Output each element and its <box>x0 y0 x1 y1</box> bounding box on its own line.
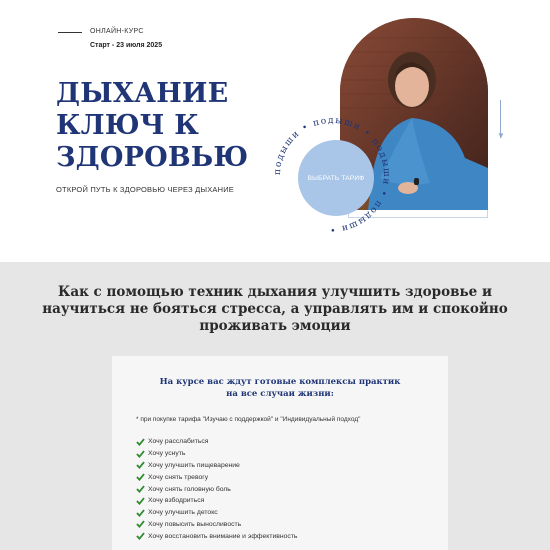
list-item-label: Хочу снять тревогу <box>148 473 209 481</box>
check-icon <box>136 520 145 528</box>
hero-subtitle: ОТКРОЙ ПУТЬ К ЗДОРОВЬЮ ЧЕРЕЗ ДЫХАНИЕ <box>56 185 235 194</box>
section-headline: Как с помощью техник дыхания улучшить здоровье и научиться не бояться стресса, а управлять им и спокойно проживать эмоции <box>42 284 508 334</box>
hero-section <box>0 0 550 262</box>
eyebrow-divider <box>58 32 82 33</box>
choose-tariff-button[interactable]: ВЫБРАТЬ ТАРИФ <box>298 140 374 216</box>
check-icon <box>136 438 145 446</box>
list-item <box>136 471 297 483</box>
list-item <box>136 507 297 519</box>
check-icon <box>136 509 145 517</box>
list-item <box>136 436 297 448</box>
card-title-line2: на все случаи жизни: <box>226 389 334 399</box>
list-item-label: Хочу снять головную боль <box>148 485 231 493</box>
list-item <box>136 519 297 531</box>
page-title: ДЫХАНИЕ КЛЮЧ К ЗДОРОВЬЮ <box>56 78 249 173</box>
wish-list <box>136 436 297 542</box>
check-icon <box>136 485 145 493</box>
check-icon <box>136 473 145 481</box>
list-item-label: Хочу улучшить пищеварение <box>148 461 240 469</box>
list-item <box>136 460 297 472</box>
card-title <box>112 376 448 400</box>
practice-card <box>112 356 448 550</box>
benefits-section <box>0 262 550 550</box>
list-item-label: Хочу уснуть <box>148 450 186 458</box>
card-title-line1: На курсе вас ждут готовые комплексы практик <box>159 377 401 387</box>
list-item <box>136 483 297 495</box>
check-icon <box>136 450 145 458</box>
ring-text: подыши • подыши • подыши • подыши • <box>272 115 392 235</box>
arrow-down-icon: ▼ <box>497 131 505 140</box>
check-icon <box>136 461 145 469</box>
list-item <box>136 530 297 542</box>
course-type-label: ОНЛАЙН-КУРС <box>90 28 144 35</box>
tariff-note: * при покупке тарифа "Изучаю с поддержкой" и "Индивидуальный подход" <box>136 416 361 423</box>
list-item-label: Хочу восстановить внимание и эффективность <box>148 532 298 540</box>
check-icon <box>136 497 145 505</box>
list-item <box>136 448 297 460</box>
list-item-label: Хочу расслабиться <box>148 438 209 446</box>
check-icon <box>136 532 145 540</box>
list-item-label: Хочу улучшить детокс <box>148 509 218 517</box>
list-item-label: Хочу повысить выносливость <box>148 520 242 528</box>
list-item-label: Хочу взбодриться <box>148 497 205 505</box>
start-date: Старт - 23 июля 2025 <box>90 42 163 49</box>
list-item <box>136 495 297 507</box>
